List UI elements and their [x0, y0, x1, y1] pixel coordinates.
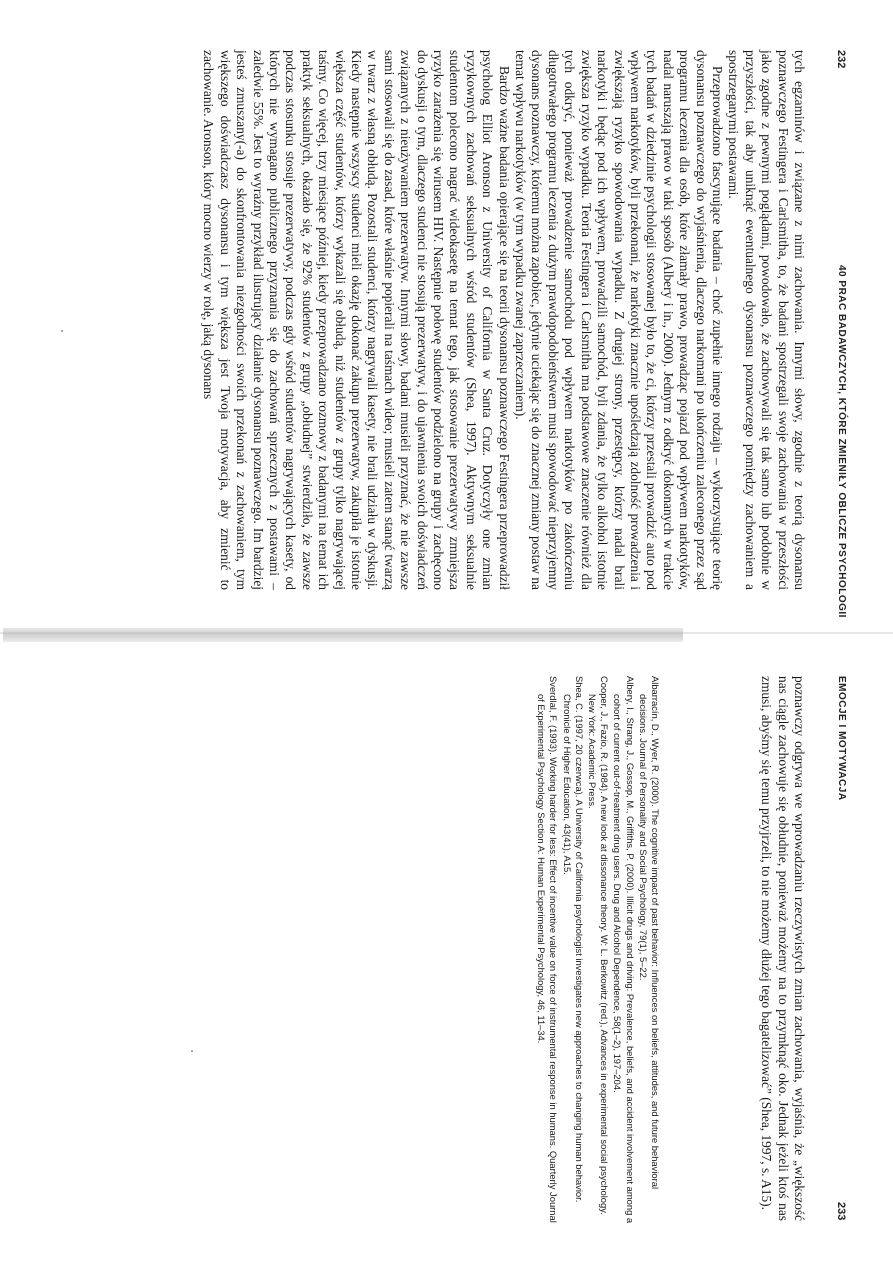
scan-speck	[61, 330, 63, 332]
paragraph: Bardzo ważne badania opierające się na teorii dysonansu poznawczego Festingera przeprowadził psycholog Elliot Aronson z University of California w Santa Cruz. Dotyczyły one zmian ryzykownych zachowań seksualnych wśród studentów (Shea, 1997). Aktywnym seksualnie studentom polecono nagrać wideokasetę na temat tego, jak stosowanie prezerwatywy zmniejsza ryzyko zarażenia się wirusem HIV. Następnie połowę studentów podzielono na grupy i zachęcono do dyskusji o tym, dlaczego studenci nie stosują prezerwatyw, i do ujawnienia swoich doświadczeń związanych z nieużywaniem prezerwatyw. Innymi słowy, badani musieli przyznać, że nie zawsze sami stosowali się do zasad, które właśnie popierali na taśmach wideo; musieli zatem stanąć twarzą w twarz z własną obłudą. Pozostali studenci, którzy nagrywali kasety, nie brali udziału w dyskusji. Kiedy następnie wszyscy studenci mieli okazję dokonać zakupu prezerwatyw, zakupiła je istotnie większa część studentów, którzy wykazali się obłudą, niż studentów z grupy tylko nagrywającej taśmy. Co więcej, trzy miesiące później, kiedy przeprowadzano rozmowy z badanymi na temat ich praktyk seksualnych, okazało się, że 92% studentów z grupy „obłudnej” stwierdziło, że zawsze podczas stosunku stosuje prezerwatywy, podczas gdy wśród studentów nagrywających kasety, od których nie wymagano publicznego przyznania się do zachowań sprzecznych z postawami – zaledwie 55%. Jest to wyraźny przykład ilustrujący działanie dysonansu poznawczego. Im bardziej jesteś zmuszany(-a) do skonfrontowania niezgodności swoich przekonań z zachowaniem, tym większego doświadczasz dysonansu i tym większa jest Twoja motywacja, aby zmienić to zachowanie. Aronson, który mocno wierzy w rolę, jaką dysonans	[201, 50, 512, 590]
paragraph: Przeprowadzono fascynujące badania – choć zupełnie innego rodzaju – wykorzystujące teorię dysonansu poznawczego do wyjaśnienia, dlaczego narkomani po ukończeniu zaleconego przez sąd programu leczenia dla osób, które złamały prawo, prowadząc pojazd pod wpływem narkotyków, nadal naruszają prawo w taki sposób (Albery i in., 2000). Jednym z odkryć dokonanych w trakcie tych badań w dziedzinie psychologii stosowanej było to, że ci, którzy przestali prowadzić auto pod wpływem narkotyków, byli przekonani, że narkotyki znacznie upośledzają zdolność prowadzenia i zwiększają ryzyko spowodowania wypadku. Z drugiej strony, przestępcy, którzy nadal brali narkotyki i będąc pod ich wpływem, prowadzili samochód, byli zdania, że tylko alkohol istotnie zwiększa ryzyko wypadku. Teoria Festingera i Carlsmitha ma podstawowe znaczenie również dla tych odkryć, ponieważ prowadzenie samochodu pod wpływem narkotyków po zakończeniu długotrwałego programu leczenia z dużym prawdopodobieństwem musi spowodować nieprzyjemny dysonans poznawczy, któremu można zapobiec, jedynie uciekając się do znacznej zmiany postaw na temat wpływu narkotyków (w tym wypadku zwanej zaprzeczaniem).	[513, 50, 725, 590]
reference-entry: Shea, C. (1997, 20 czerwca). A University of California psychologist investigates new approaches to changing human behavior. Chronicle of Higher Education, 43(41), A15.	[561, 676, 585, 1203]
paragraph: poznawczy odgrywa we wprowadzaniu rzeczywistych zmian zachowania, wyjaśnia, że „większość nas ciągle zachowuje się obłudnie, ponieważ możemy na to przymknąć oko. Jednak jeżeli ktoś nas zmusi, abyśmy się temu przyjrzeli, to nie możemy dłużej tego bagatelizować” (Shea, 1997, s. A15).	[759, 676, 807, 1221]
running-head: 40 PRAC BADAWCZYCH, KTÓRE ZMIENIŁY OBLICZE PSYCHOLOGII	[836, 265, 847, 618]
scan-speck	[191, 1050, 193, 1052]
page-number: 232	[835, 50, 847, 69]
paragraph: tych egzaminów i związane z nimi zachowania. Innymi słowy, zgodnie z teorią dysonansu poznawczego Festingera i Carlsmitha, to, że badani spostrzegali swoje zachowania w przeszłości jako zgodne z pewnymi poglądami, powodowało, że zachowywali się tak samo lub podobnie w przyszłości, tak aby uniknąć ewentualnego dysonansu poznawczego pomiędzy zachowaniem a spostrzeganymi postawami.	[726, 50, 807, 590]
reference-entry: Cooper, J., Fazio, R. (1984). A new look at dissonance theory. W: L. Berkowitz (red.), Advances in experimental social psychology. New York: Academic Press.	[586, 676, 611, 1215]
body-text	[200, 50, 807, 590]
reference-entry: Albery, I., Strang, J., Gossop, M., Griffiths, P. (2000). Illicit drugs and driving: Prevalence, beliefs, and accident involvement among a cohort of current out-of-treatment drug users. Drug and Alcohol Dependence, 58(1–2), 197–204.	[612, 676, 636, 1224]
page-number: 233	[835, 1202, 847, 1221]
body-text	[758, 676, 807, 1221]
reference-entry: Sverdlal, F. (1993). Working harder for less: Effect of incentive value on force of instrumental response in humans. Quarterly Journal of Experimental Psychology Section A: Human Experimental Psychology, 46, 11–34.	[536, 676, 560, 1223]
right-page	[0, 632, 893, 1263]
running-head: EMOCJE I MOTYWACJA	[836, 676, 847, 801]
reference-list	[534, 676, 661, 1224]
reference-entry: Albarracín, D., Wyer, R. (2000). The cognitive impact of past behavior: Influences on beliefs, attitudes, and future behavioral decisions. Journal of Personality and Social Psychology, 79(1), 5–22.	[637, 676, 661, 1190]
